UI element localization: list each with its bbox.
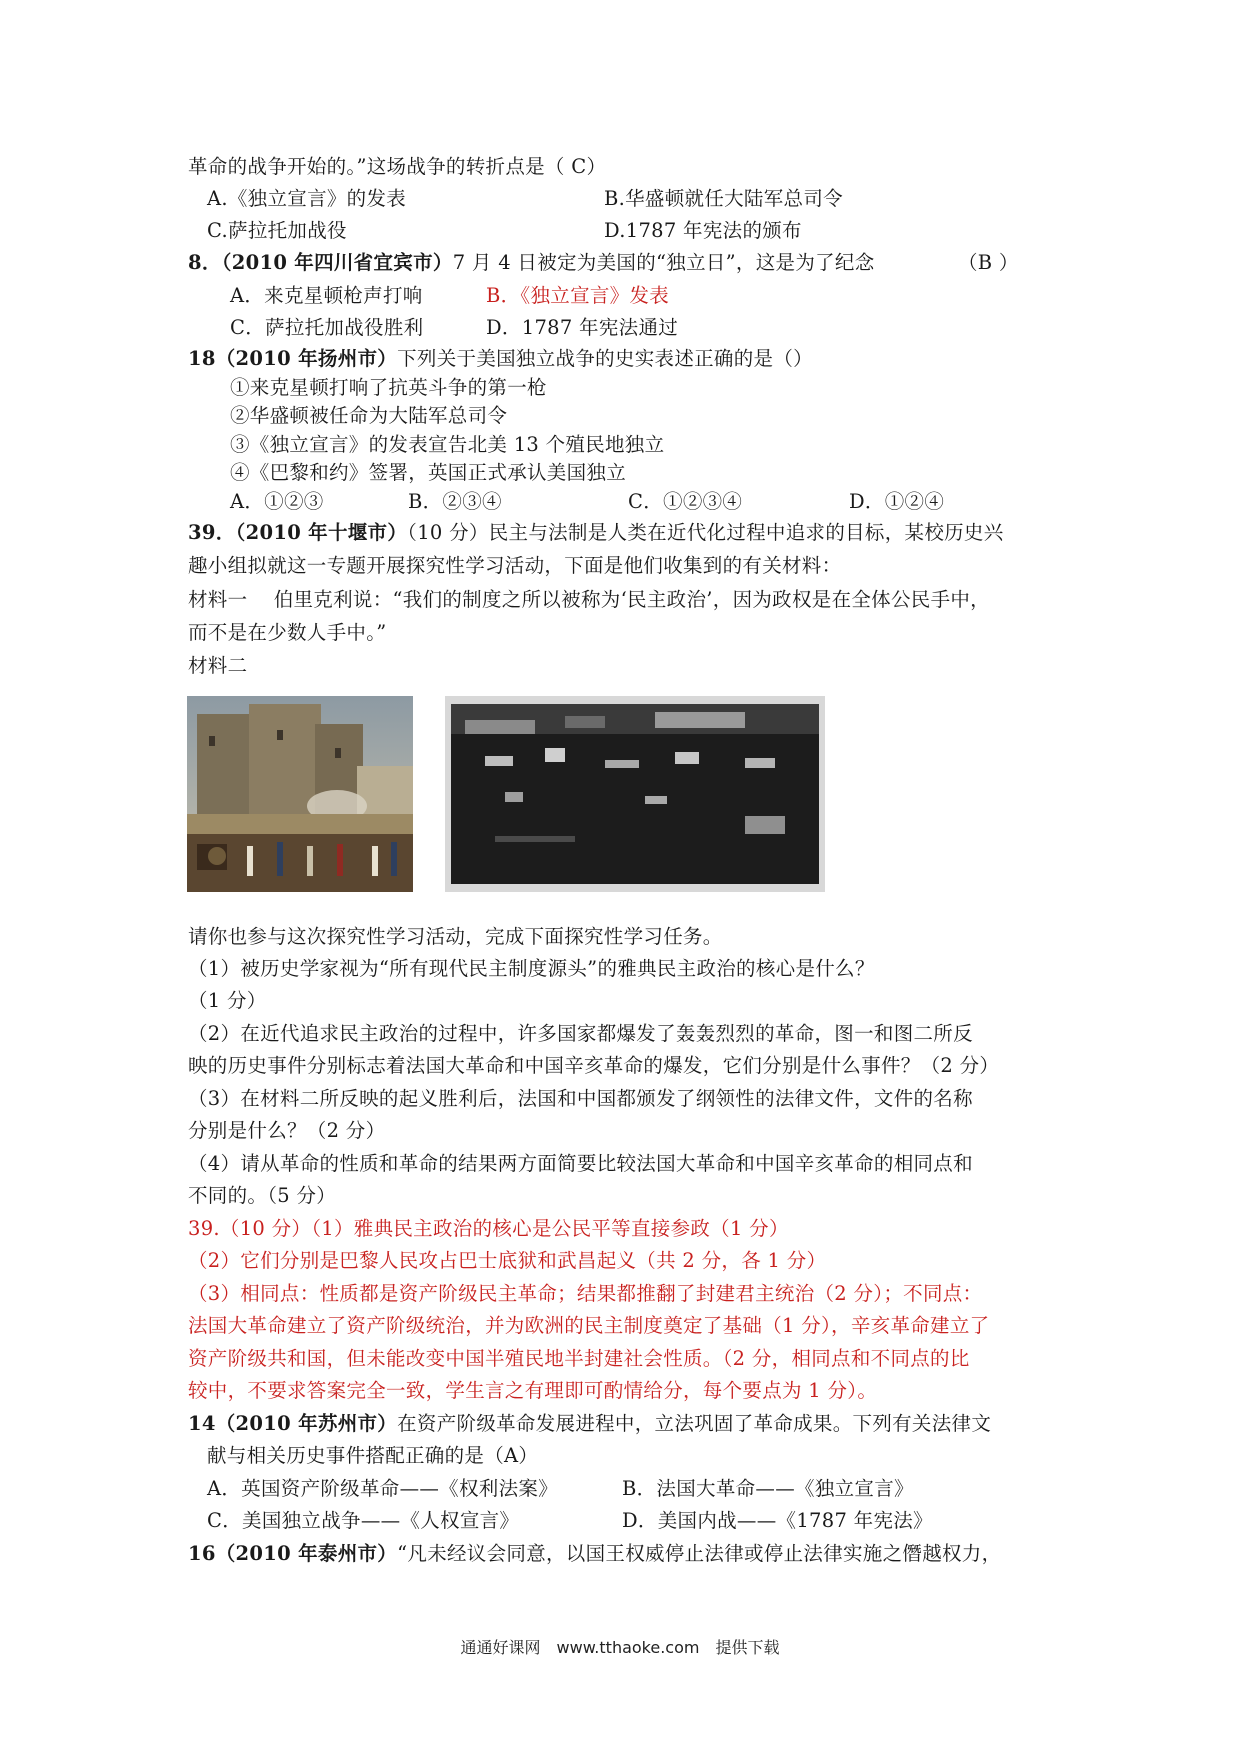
q8-option-b: B．《独立宣言》发表	[486, 284, 670, 307]
q39-answer-line-4: 法国大革命建立了资产阶级统治，并为欧洲的民主制度奠定了基础（1 分），辛亥革命建立了	[188, 1314, 990, 1337]
q14-option-a: A．英国资产阶级革命——《权利法案》	[207, 1477, 558, 1500]
q18-statement-2: ②华盛顿被任命为大陆军总司令	[230, 404, 508, 427]
q18-source: （2010 年扬州市）	[215, 347, 398, 370]
q39-material-1-line-1: 材料一 伯里克利说：“我们的制度之所以被称为‘民主政治’，因为政权是在全体公民手中，	[188, 588, 990, 611]
wuchang-uprising-photo	[445, 696, 825, 892]
q16-source: （2010 年泰州市）	[215, 1542, 398, 1565]
q8-option-d: D．1787 年宪法通过	[486, 316, 679, 339]
q8-answer: （B ）	[958, 251, 1019, 274]
q39-answer-line-5: 资产阶级共和国，但未能改变中国半殖民地半封建社会性质。（2 分，相同点和不同点的比	[188, 1347, 970, 1370]
q14-option-b: B．法国大革命——《独立宣言》	[622, 1477, 914, 1500]
q14-stem-line-2: 献与相关历史事件搭配正确的是（A）	[207, 1444, 539, 1467]
q39-part-3-line-2: 分别是什么？（2 分）	[188, 1119, 386, 1142]
q14-number: 14	[188, 1412, 216, 1435]
q18-statement-1: ①来克星顿打响了抗英斗争的第一枪	[230, 376, 547, 399]
q39-part-4-line-1: （4）请从革命的性质和革命的结果两方面简要比较法国大革命和中国辛亥革命的相同点和	[188, 1152, 973, 1175]
q18-text: 下列关于美国独立战争的史实表述正确的是（）	[397, 347, 813, 370]
q18-statement-3: ③《独立宣言》的发表宣告北美 13 个殖民地独立	[230, 433, 665, 456]
q8-stem	[188, 248, 875, 278]
q39-source: （2010 年十堰市）	[235, 521, 408, 544]
q39-answer-line-2: （2）它们分别是巴黎人民攻占巴士底狱和武昌起义（共 2 分，各 1 分）	[188, 1249, 827, 1272]
prev-question-stem: 革命的战争开始的。”这场战争的转折点是（ C）	[188, 155, 607, 178]
q14-text: 在资产阶级革命发展进程中，立法巩固了革命成果。下列有关法律文	[397, 1412, 992, 1435]
q39-text: （10 分）民主与法制是人类在近代化过程中追求的目标，某校历史兴	[407, 521, 1004, 544]
q39-part-4-line-2: 不同的。（5 分）	[188, 1184, 337, 1207]
q39-answer-line-6: 较中，不要求答案完全一致，学生言之有理即可酌情给分，每个要点为 1 分）。	[188, 1379, 878, 1402]
q39-part-2-line-2: 映的历史事件分别标志着法国大革命和中国辛亥革命的爆发，它们分别是什么事件？（2 分）	[188, 1054, 1000, 1077]
q39-part-3-line-1: （3）在材料二所反映的起义胜利后，法国和中国都颁发了纲领性的法律文件，文件的名称	[188, 1087, 973, 1110]
prev-option-d: D.1787 年宪法的颁布	[604, 219, 802, 242]
q39-part-2-line-1: （2）在近代追求民主政治的过程中，许多国家都爆发了轰轰烈烈的革命，图一和图二所反	[188, 1022, 973, 1045]
q39-material-2-label: 材料二	[188, 654, 248, 677]
q18-option-b: B．②③④	[408, 490, 502, 513]
q39-stem-line-2: 趣小组拟就这一专题开展探究性学习活动，下面是他们收集到的有关材料：	[188, 554, 842, 577]
q14-source: （2010 年苏州市）	[215, 1412, 398, 1435]
q16-text: “凡未经议会同意，以国王权威停止法律或停止法律实施之僭越权力，	[397, 1542, 1002, 1565]
q18-option-c: C．①②③④	[628, 490, 743, 513]
q18-statement-4: ④《巴黎和约》签署，英国正式承认美国独立	[230, 461, 627, 484]
q39-material-1-line-2: 而不是在少数人手中。”	[188, 621, 387, 644]
q8-option-c: C．萨拉托加战役胜利	[230, 316, 424, 339]
prev-option-c: C.萨拉托加战役	[207, 219, 347, 242]
q18-number: 18	[188, 347, 216, 370]
q8-source: （2010 年四川省宜宾市）	[221, 251, 453, 274]
q14-option-c: C．美国独立战争——《人权宣言》	[207, 1509, 520, 1532]
q18-stem	[188, 344, 813, 374]
bastille-painting-image	[187, 696, 413, 892]
q16-number: 16	[188, 1542, 216, 1565]
q14-option-d: D．美国内战——《1787 年宪法》	[622, 1509, 933, 1532]
q39-stem-line-1	[188, 518, 1004, 548]
q8-option-a: A．来克星顿枪声打响	[230, 284, 423, 307]
q39-task-intro: 请你也参与这次探究性学习活动，完成下面探究性学习任务。	[188, 925, 723, 948]
q8-number: 8．	[188, 251, 222, 274]
q39-number: 39．	[188, 521, 236, 544]
q39-answer-line-3: （3）相同点：性质都是资产阶级民主革命；结果都推翻了封建君主统治（2 分）；不同点：	[188, 1282, 983, 1305]
q8-text: 7 月 4 日被定为美国的“独立日”，这是为了纪念	[452, 251, 875, 274]
prev-option-b: B.华盛顿就任大陆军总司令	[604, 187, 843, 210]
prev-option-a: A.《独立宣言》的发表	[207, 187, 407, 210]
q18-option-a: A．①②③	[230, 490, 324, 513]
q18-option-d: D．①②④	[849, 490, 945, 513]
q39-part-1-line-1: （1）被历史学家视为“所有现代民主制度源头”的雅典民主政治的核心是什么？	[188, 957, 875, 980]
q39-answer-line-1: 39.（10 分）（1）雅典民主政治的核心是公民平等直接参政（1 分）	[188, 1217, 789, 1240]
q14-stem-line-1	[188, 1409, 991, 1439]
page-footer: 通通好课网 www.tthaoke.com 提供下载	[460, 1638, 780, 1657]
q16-stem	[188, 1539, 1001, 1569]
q39-part-1-line-2: （1 分）	[188, 989, 267, 1012]
